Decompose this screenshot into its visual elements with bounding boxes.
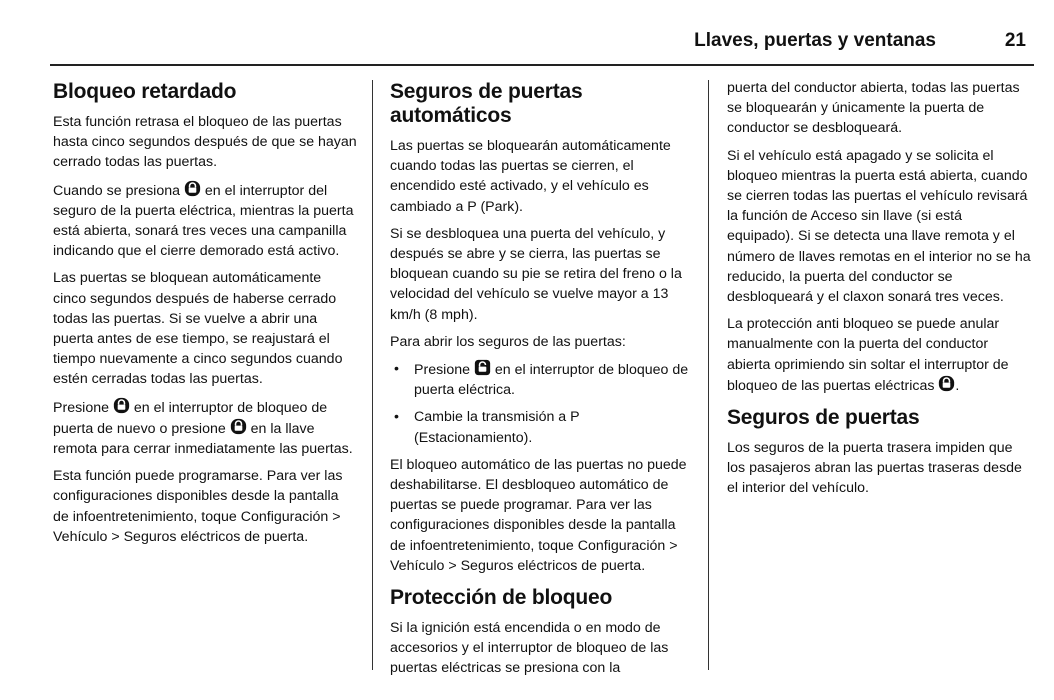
section-title-bloqueo-retardado: Bloqueo retardado [53,80,237,103]
paragraph: Si el vehículo está apagado y se solicita el bloqueo mientras la puerta está abierta, cuando se cierren todas las puertas el vehículo revisará la función de Acceso sin llave (si está equipado). Si se detecta una llave remota y el número de llaves remotas en el interior no se ha reducido, la puerta del conductor se desbloqueará y el claxon sonará tres veces. [727,147,1031,306]
paragraph [53,397,358,460]
lock-icon [184,180,201,197]
text-fragment: en el interruptor de bloqueo de puerta eléctrica. [414,362,689,399]
text-fragment: . [955,377,960,394]
paragraph: Esta función puede programarse. Para ver las configuraciones disponibles desde la pantalla de infoentretenimiento, toque Configuración > Vehículo > Seguros eléctricos de puerta. [53,468,343,545]
column-divider-2 [708,80,709,670]
column-1 [53,80,358,554]
text-fragment: en el interruptor de bloqueo de puerta de nuevo o presione [53,399,328,437]
list-item [390,359,695,400]
paragraph: Para abrir los seguros de las puertas: [390,333,626,350]
text-fragment: en el interruptor del seguro de la puerta eléctrica, mientras la puerta está abierta, sonará tres veces una campanilla indicando que el cierre demorado está activo. [53,182,354,260]
bullet: • [394,361,399,378]
unlock-icon [474,359,491,376]
text-fragment: La protección anti bloqueo se puede anular manualmente con la puerta del conductor abierta oprimiendo sin soltar el interruptor de bloqueo de las puertas eléctricas [727,316,1009,394]
paragraph: puerta del conductor abierta, todas las puertas se bloquearán y únicamente la puerta de conductor se desbloqueará. [727,80,1020,137]
bullet-list [390,359,695,448]
paragraph: Si se desbloquea una puerta del vehículo, y después se abre y se cierra, las puertas se bloquean cuando su pie se retira del freno o la velocidad del vehículo se vuelve mayor a 13 km/h (8 mph). [390,225,682,323]
lock-icon [938,375,955,392]
text-fragment: Presione [53,399,113,416]
text-fragment: Cuando se presiona [53,182,184,199]
section-title-proteccion-bloqueo: Protección de bloqueo [390,586,613,610]
text-fragment: en la llave remota para cerrar inmediatamente las puertas. [53,420,353,458]
text-fragment: Cambie la transmisión a P (Estacionamiento). [414,409,580,446]
header-rule [50,64,1034,66]
paragraph: El bloqueo automático de las puertas no puede deshabilitarse. El desbloqueo automático de puertas se puede programar. Para ver las configuraciones disponibles desde la pantalla de infoentretenimiento, toque Configuración > Vehículo > Seguros eléctricos de puerta. [390,456,687,574]
column-2 [390,80,695,686]
paragraph: Las puertas se bloquearán automáticamente cuando todas las puertas se cierren, el encendido esté activado, y el vehículo es cambiado a P (Park). [390,138,671,215]
paragraph: Las puertas se bloquean automáticamente cinco segundos después de haberse cerrado todas las puertas. Si se vuelve a abrir una puerta antes de ese tiempo, se reajustará el tiempo nuevamente a cinco segundos cuando estén cerradas todas las puertas. [53,270,343,388]
paragraph [727,314,1032,396]
section-title-seguros-puertas: Seguros de puertas [727,406,920,430]
paragraph: Si la ignición está encendida o en modo de accesorios y el interruptor de bloqueo de las puertas eléctricas se presiona con la [390,620,669,677]
paragraph: Esta función retrasa el bloqueo de las puertas hasta cinco segundos después de que se hayan cerrado todas las puertas. [53,114,357,171]
column-divider-1 [372,80,373,670]
column-3 [727,78,1032,506]
paragraph [53,180,358,262]
lock-icon [113,397,130,414]
bullet: • [394,409,399,426]
page-number: 21 [1004,30,1026,51]
running-head: Llaves, puertas y ventanas [694,30,936,51]
section-title-seguros-automaticos: Seguros de puertas automáticos [390,80,583,127]
remote-lock-icon [230,418,247,435]
paragraph: Los seguros de la puerta trasera impiden que los pasajeros abran las puertas traseras desde el interior del vehículo. [727,440,1022,497]
text-fragment: Presione [414,362,474,379]
list-item [390,407,695,447]
